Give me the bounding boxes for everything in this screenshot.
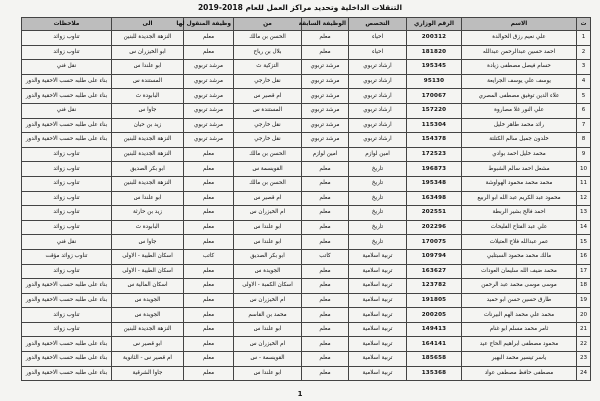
table-row (22, 206, 591, 221)
row-index: 11 (577, 176, 591, 191)
row-from: ابو علندا س (234, 235, 302, 250)
row-previous-job: معلم (302, 308, 349, 323)
row-ministry-number: 200205 (407, 308, 462, 323)
row-index: 12 (577, 191, 591, 206)
row-index: 7 (577, 118, 591, 133)
row-name: مشعل احمد سالم الشبوط (462, 162, 577, 177)
row-ministry-number: 135368 (407, 366, 462, 381)
table-row (22, 264, 591, 279)
row-notes: تناوب زوائد (22, 322, 112, 337)
row-new-job: كاتب (184, 249, 234, 264)
row-new-job: معلم (184, 366, 234, 381)
row-name: احمد فالح بشير الربطة (462, 206, 577, 221)
row-previous-job: مرشد تربوي (302, 60, 349, 75)
row-specialization: تربية اسلامية (349, 308, 407, 323)
row-from: نقل خارجي (234, 133, 302, 148)
row-name: محمد محمد محمود الهواوشة (462, 176, 577, 191)
row-specialization: تاريخ (349, 191, 407, 206)
row-name: احمد حسين عبدالرحمن عبدالله (462, 45, 577, 60)
row-from: الحسن بن مالك (234, 147, 302, 162)
row-previous-job: معلم (302, 366, 349, 381)
row-ministry-number: 202551 (407, 206, 462, 221)
row-specialization: ارشاد تربوي (349, 103, 407, 118)
row-from: الجويدة س (234, 264, 302, 279)
row-specialization: ارشاد تربوي (349, 133, 407, 148)
row-previous-job: امين لوازم (302, 147, 349, 162)
table-row (22, 147, 591, 162)
row-to: النزهة الجديدة للبنين (112, 31, 184, 46)
row-to: اسكان الطيبة - الاولى (112, 264, 184, 279)
row-new-job: معلم (184, 220, 234, 235)
row-name: محمد خليل احمد بوادي (462, 147, 577, 162)
table-row (22, 45, 591, 60)
row-to: اسكان الطيبة - الاولى (112, 249, 184, 264)
row-previous-job: معلم (302, 264, 349, 279)
header-from: من (234, 18, 302, 31)
row-from: ابو علندا س (234, 366, 302, 381)
row-name: محمود مصطفى ابراهيم الحاج عيد (462, 337, 577, 352)
row-previous-job: كاتب (302, 249, 349, 264)
row-previous-job: معلم (302, 176, 349, 191)
row-from: نقل خارجي (234, 74, 302, 89)
row-new-job: معلم (184, 206, 234, 221)
row-new-job: معلم (184, 45, 234, 60)
row-ministry-number: 164141 (407, 337, 462, 352)
row-to: ابو الخيزران س (112, 45, 184, 60)
transfers-table (21, 17, 591, 381)
row-name: مصطفى حافظ مصطفى عواد (462, 366, 577, 381)
row-index: 15 (577, 235, 591, 250)
row-notes: بناء على طلبه حسب الاحقية والدور (22, 337, 112, 352)
row-to: جاوا الشرقية (112, 366, 184, 381)
row-index: 18 (577, 279, 591, 294)
row-name: محمود عبد الكريم عبد الله ابو الربيع (462, 191, 577, 206)
row-previous-job: معلم (302, 293, 349, 308)
row-new-job: معلم (184, 176, 234, 191)
row-new-job: معلم (184, 352, 234, 367)
row-from: الحسن بن مالك (234, 176, 302, 191)
row-ministry-number: 163627 (407, 264, 462, 279)
row-notes: بناء على طلبه حسب الاحقية والدور (22, 279, 112, 294)
row-from: محمد بن القاسم (234, 308, 302, 323)
row-index: 17 (577, 264, 591, 279)
row-specialization: تاريخ (349, 162, 407, 177)
row-from: ابو بكر الصديق (234, 249, 302, 264)
table-row (22, 220, 591, 235)
row-name: طارق حسين حسن ابو حميد (462, 293, 577, 308)
row-notes: تناوب زوائد (22, 308, 112, 323)
row-previous-job: معلم (302, 235, 349, 250)
row-to: ام قصير س - الثانوية (112, 352, 184, 367)
row-name: حسام فيصل مصطفى زيادة (462, 60, 577, 75)
header-to: الى (112, 18, 184, 31)
row-name: علاء الدين توفيق مصطفى المصري (462, 89, 577, 104)
row-previous-job: معلم (302, 206, 349, 221)
row-to: زيد بن حيان (112, 118, 184, 133)
row-specialization: ارشاد تربوي (349, 74, 407, 89)
row-index: 22 (577, 337, 591, 352)
row-to: ابو بكر الصديق (112, 162, 184, 177)
row-specialization: تربية اسلامية (349, 366, 407, 381)
row-from: القويسمة - س (234, 352, 302, 367)
row-to: ابو علندا س (112, 60, 184, 75)
row-from: الحسن بن مالك (234, 31, 302, 46)
row-from: ام الخيزران س (234, 337, 302, 352)
row-to: جاوا س (112, 103, 184, 118)
row-specialization: تاريخ (349, 235, 407, 250)
row-previous-job: معلم (302, 31, 349, 46)
table-row (22, 322, 591, 337)
row-previous-job: معلم (302, 191, 349, 206)
row-specialization: تاريخ (349, 220, 407, 235)
row-from: ام قصير س (234, 89, 302, 104)
row-index: 3 (577, 60, 591, 75)
header-notes: ملاحظات (22, 18, 112, 31)
row-ministry-number: 200312 (407, 31, 462, 46)
row-previous-job: مرشد تربوي (302, 103, 349, 118)
row-specialization: ارشاد تربوي (349, 89, 407, 104)
row-ministry-number: 185658 (407, 352, 462, 367)
table-row (22, 308, 591, 323)
row-new-job: مرشد تربوي (184, 118, 234, 133)
row-index: 5 (577, 89, 591, 104)
row-name: عمر عبدالله فلاح العتيلات (462, 235, 577, 250)
row-to: جاوا س (112, 235, 184, 250)
row-name: محمد ضيف الله سليمان العودات (462, 264, 577, 279)
row-to: البابودة ث (112, 220, 184, 235)
row-ministry-number: 170067 (407, 89, 462, 104)
row-notes: تناوب زوائد (22, 206, 112, 221)
row-new-job: معلم (184, 191, 234, 206)
row-ministry-number: 95130 (407, 74, 462, 89)
row-specialization: تربية اسلامية (349, 249, 407, 264)
row-ministry-number: 154378 (407, 133, 462, 148)
table-row (22, 162, 591, 177)
row-previous-job: مرشد تربوي (302, 89, 349, 104)
row-from: ام قصير س (234, 191, 302, 206)
row-new-job: معلم (184, 322, 234, 337)
row-previous-job: مرشد تربوي (302, 74, 349, 89)
row-name: ياسر تيسير محمد البهير (462, 352, 577, 367)
row-to: الجويدة س (112, 293, 184, 308)
table-row (22, 103, 591, 118)
row-specialization: تربية اسلامية (349, 293, 407, 308)
table-row (22, 89, 591, 104)
row-new-job: معلم (184, 31, 234, 46)
table-row (22, 31, 591, 46)
row-from: ام الخيزران س (234, 293, 302, 308)
row-previous-job: معلم (302, 162, 349, 177)
row-specialization: ارشاد تربوي (349, 60, 407, 75)
row-index: 16 (577, 249, 591, 264)
row-notes: بناء على طلبه حسب الاحقية والدور (22, 118, 112, 133)
row-notes: بناء على طلبه حسب الاحقية والدور (22, 74, 112, 89)
row-specialization: تاريخ (349, 176, 407, 191)
row-notes: بناء على طلبه حسب الاحقية والدور (22, 293, 112, 308)
table-row (22, 118, 591, 133)
row-ministry-number: 195345 (407, 60, 462, 75)
row-index: 2 (577, 45, 591, 60)
table-row (22, 133, 591, 148)
page-number: 1 (297, 390, 303, 398)
row-name: خلدون جميل سالم الكتلتة (462, 133, 577, 148)
row-notes: بناء على طلبه حسب الاحقية والدور (22, 133, 112, 148)
row-previous-job: مرشد تربوي (302, 133, 349, 148)
row-name: رائد محمد طاهر خليل (462, 118, 577, 133)
row-previous-job: معلم (302, 322, 349, 337)
table-row (22, 366, 591, 381)
row-specialization: ارشاد تربوي (349, 118, 407, 133)
row-index: 1 (577, 31, 591, 46)
header-specialization: التخصص (349, 18, 407, 31)
table-body (22, 31, 591, 381)
table-row (22, 74, 591, 89)
row-notes: تناوب زوائد (22, 220, 112, 235)
row-notes: بناء على طلبه حسب الاحقية والدور (22, 366, 112, 381)
row-from: نقل خارجي (234, 118, 302, 133)
row-to: النزهة الجديدة للبنين (112, 133, 184, 148)
row-new-job: معلم (184, 308, 234, 323)
row-name: مالك محمد محمود السبتلبي (462, 249, 577, 264)
table-row (22, 60, 591, 75)
header-index: ت (577, 18, 591, 31)
row-to: النزهة الجديدة للبنين (112, 176, 184, 191)
row-new-job: معلم (184, 162, 234, 177)
table-row (22, 279, 591, 294)
row-notes: تناوب زوائد (22, 264, 112, 279)
table-row (22, 293, 591, 308)
row-index: 19 (577, 293, 591, 308)
row-previous-job: معلم (302, 337, 349, 352)
header-previous-job: الوظيفة السابقة (302, 18, 349, 31)
row-specialization: تربية اسلامية (349, 279, 407, 294)
row-name: موسى موسى محمد عبد الرحمن (462, 279, 577, 294)
row-new-job: معلم (184, 337, 234, 352)
row-index: 24 (577, 366, 591, 381)
row-notes: نقل فني (22, 235, 112, 250)
row-notes: تناوب زوائد (22, 147, 112, 162)
row-new-job: معلم (184, 264, 234, 279)
row-previous-job: معلم (302, 220, 349, 235)
row-notes: بناء على طلبه حسب الاحقية والدور (22, 89, 112, 104)
row-notes: تناوب زوائد مؤقت (22, 249, 112, 264)
row-index: 4 (577, 74, 591, 89)
row-from: اسكان الكمبة - الاولى (234, 279, 302, 294)
table-row (22, 191, 591, 206)
row-ministry-number: 191805 (407, 293, 462, 308)
table-row (22, 249, 591, 264)
header-name: الاسم (462, 18, 577, 31)
row-new-job: مرشد تربوي (184, 133, 234, 148)
row-index: 21 (577, 322, 591, 337)
row-notes: نقل فني (22, 103, 112, 118)
row-new-job: معلم (184, 293, 234, 308)
row-ministry-number: 123782 (407, 279, 462, 294)
row-to: ابو قصير س (112, 337, 184, 352)
row-new-job: معلم (184, 235, 234, 250)
row-new-job: مرشد تربوي (184, 103, 234, 118)
row-name: محمد علي محمد الهم البيرنات (462, 308, 577, 323)
row-index: 9 (577, 147, 591, 162)
row-ministry-number: 196873 (407, 162, 462, 177)
row-specialization: تربية اسلامية (349, 264, 407, 279)
row-to: الجويدة س (112, 308, 184, 323)
row-ministry-number: 181820 (407, 45, 462, 60)
row-notes: تناوب زوائد (22, 191, 112, 206)
table-row (22, 352, 591, 367)
row-specialization: احياء (349, 31, 407, 46)
row-ministry-number: 172523 (407, 147, 462, 162)
row-previous-job: مرشد تربوي (302, 118, 349, 133)
row-from: التزكية ث (234, 60, 302, 75)
row-name: علي عبد الفتاح الفليحات (462, 220, 577, 235)
row-name: علي النور غلا مصاروة (462, 103, 577, 118)
row-specialization: احياء (349, 45, 407, 60)
row-specialization: تربية اسلامية (349, 322, 407, 337)
row-new-job: مرشد تربوي (184, 60, 234, 75)
row-ministry-number: 149413 (407, 322, 462, 337)
row-to: النزهة الجديدة للبنين (112, 147, 184, 162)
row-specialization: امين لوازم (349, 147, 407, 162)
row-notes: نقل فني (22, 60, 112, 75)
row-to: النزهة الجديدة للبنين (112, 322, 184, 337)
row-specialization: تربية اسلامية (349, 337, 407, 352)
row-from: ابو علندا س (234, 322, 302, 337)
row-specialization: تاريخ (349, 206, 407, 221)
row-ministry-number: 202296 (407, 220, 462, 235)
row-ministry-number: 163498 (407, 191, 462, 206)
header-new-job: وظيفة المنقول لها (184, 18, 234, 31)
row-from: المستندة س (234, 103, 302, 118)
row-ministry-number: 115304 (407, 118, 462, 133)
row-previous-job: معلم (302, 352, 349, 367)
row-index: 10 (577, 162, 591, 177)
row-name: علي نعيم رزق الخوالدة (462, 31, 577, 46)
row-notes: تناوب زوائد (22, 45, 112, 60)
row-specialization: تربية اسلامية (349, 352, 407, 367)
row-to: ابو علندا س (112, 191, 184, 206)
row-notes: تناوب زوائد (22, 162, 112, 177)
row-index: 13 (577, 206, 591, 221)
row-from: ابو علندا س (234, 220, 302, 235)
document-title: التنقلات الداخلية وتحديد مراكز العمل للعام 2018-2019 (197, 3, 403, 12)
row-index: 14 (577, 220, 591, 235)
row-new-job: معلم (184, 147, 234, 162)
row-to: المستندة س (112, 74, 184, 89)
row-index: 20 (577, 308, 591, 323)
row-notes: بناء على طلبه حسب الاحقية والدور (22, 352, 112, 367)
row-to: زيد بن حارثة (112, 206, 184, 221)
row-index: 23 (577, 352, 591, 367)
row-previous-job: معلم (302, 279, 349, 294)
row-from: القويسمة س (234, 162, 302, 177)
row-to: اسكان المالية س (112, 279, 184, 294)
row-ministry-number: 157220 (407, 103, 462, 118)
row-notes: تناوب زوائد (22, 31, 112, 46)
row-to: البابودة ث (112, 89, 184, 104)
table-header-row (22, 18, 591, 31)
row-from: ام الخيزران س (234, 206, 302, 221)
row-ministry-number: 195348 (407, 176, 462, 191)
row-index: 8 (577, 133, 591, 148)
row-new-job: مرشد تربوي (184, 74, 234, 89)
header-ministry-number: الرقم الوزاري (407, 18, 462, 31)
row-previous-job: معلم (302, 45, 349, 60)
table-row (22, 235, 591, 250)
row-name: يوسف علي يوسف الجرايعة (462, 74, 577, 89)
row-new-job: معلم (184, 279, 234, 294)
row-notes: تناوب زوائد (22, 176, 112, 191)
row-from: بلال بن رياح (234, 45, 302, 60)
row-ministry-number: 170075 (407, 235, 462, 250)
row-new-job: مرشد تربوي (184, 89, 234, 104)
table-row (22, 337, 591, 352)
row-ministry-number: 109794 (407, 249, 462, 264)
table-row (22, 176, 591, 191)
row-name: ثامر محمد مسلم ابو غنام (462, 322, 577, 337)
row-index: 6 (577, 103, 591, 118)
